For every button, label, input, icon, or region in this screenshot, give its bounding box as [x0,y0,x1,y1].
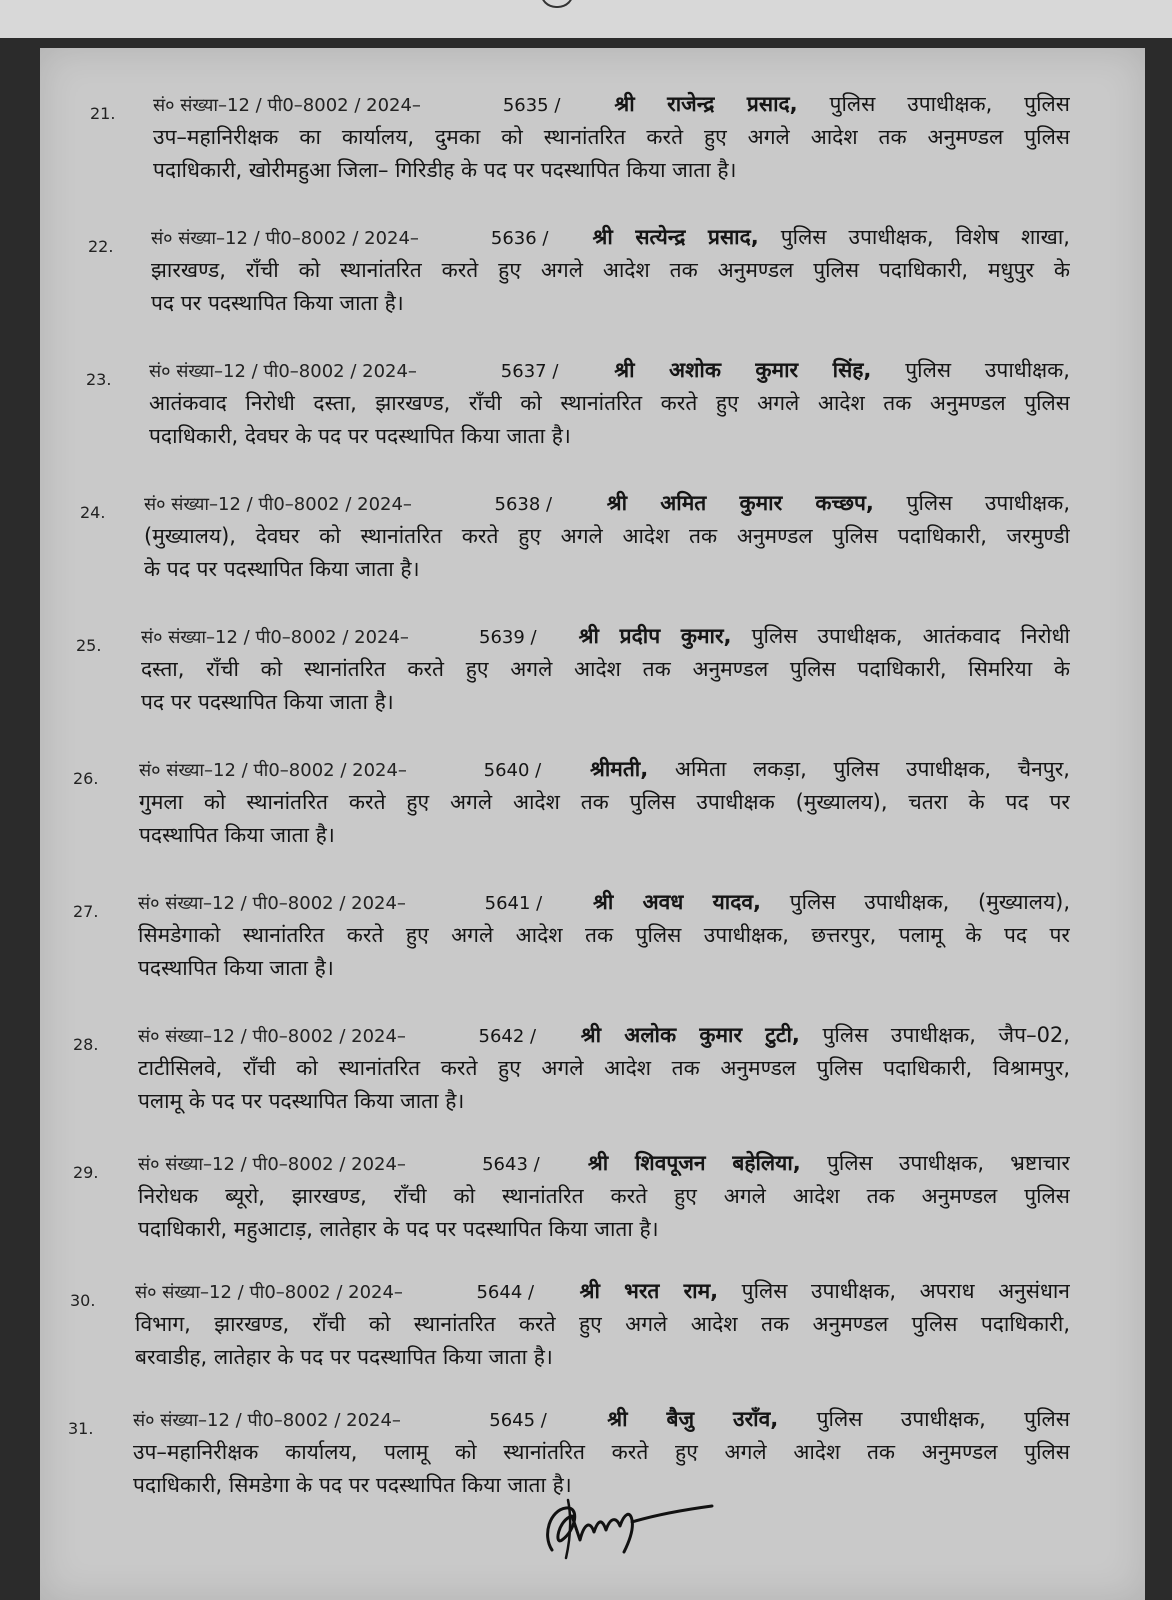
order-number: 5637 / [500,361,559,382]
officer-name: श्री बैजु उराँव, [607,1407,779,1431]
transfer-entry [40,1269,1145,1379]
entry-line-1 [138,1147,1070,1180]
entry-number: 28. [73,1035,99,1054]
entry-line-2: टाटीसिलवे, राँची को स्थानांतरित करते हुए अगले आदेश तक अनुमण्डल पुलिस पदाधिकारी, विश्रामपुर, [138,1056,1070,1080]
order-reference: सं० संख्या–12 / पी0–8002 / 2024– [138,893,406,914]
document-page [40,48,1145,1600]
officer-designation: पुलिस उपाधीक्षक, [906,491,1070,515]
entry-line-3: पदाधिकारी, खोरीमहुआ जिला– गिरिडीह के पद पर पदस्थापित किया जाता है। [153,158,737,182]
entry-line-1 [138,886,1070,919]
entry-number: 22. [88,237,114,256]
officer-name: श्री अवध यादव, [592,890,762,914]
entry-number: 29. [73,1163,99,1182]
transfer-entry [40,1013,1145,1123]
officer-name: श्री अशोक कुमार सिंह, [614,358,872,382]
order-reference: सं० संख्या–12 / पी0–8002 / 2024– [149,361,417,382]
order-number: 5636 / [490,228,549,249]
officer-designation: पुलिस उपाधीक्षक, भ्रष्टाचार [826,1151,1070,1175]
order-reference: सं० संख्या–12 / पी0–8002 / 2024– [135,1282,403,1303]
order-number: 5645 / [489,1410,547,1431]
order-number: 5643 / [482,1154,540,1175]
entry-line-1 [138,1019,1070,1052]
entry-line-2: उप–महानिरीक्षक कार्यालय, पलामू को स्थानांतरित करते हुए अगले आदेश तक अनुमण्डल पुलिस [133,1440,1070,1464]
entry-number: 30. [70,1291,96,1310]
officer-designation: पुलिस उपाधीक्षक, अपराध अनुसंधान [741,1279,1070,1303]
entry-text [138,1019,1070,1118]
officer-name: श्री भरत राम, [579,1279,719,1303]
order-reference: सं० संख्या–12 / पी0–8002 / 2024– [133,1410,401,1431]
entry-line-1 [133,1403,1070,1436]
entry-line-3: के पद पर पदस्थापित किया जाता है। [144,557,420,581]
entry-text [138,1147,1070,1246]
order-reference: सं० संख्या–12 / पी0–8002 / 2024– [153,95,421,116]
order-reference: सं० संख्या–12 / पी0–8002 / 2024– [139,760,407,781]
entry-line-2: सिमडेगाको स्थानांतरित करते हुए अगले आदेश तक पुलिस उपाधीक्षक, छत्तरपुर, पलामू के पद पर [138,923,1070,947]
entry-line-3: पदाधिकारी, महुआटाड़, लातेहार के पद पर पदस्थापित किया जाता है। [138,1217,659,1241]
officer-name: श्री सत्येन्द्र प्रसाद, [592,225,759,249]
entry-line-2: गुमला को स्थानांतरित करते हुए अगले आदेश तक पुलिस उपाधीक्षक (मुख्यालय), चतरा के पद पर [139,790,1070,814]
order-number: 5639 / [479,627,537,648]
officer-designation: अमिता लकड़ा, पुलिस उपाधीक्षक, चैनपुर, [674,757,1070,781]
officer-designation: पुलिस उपाधीक्षक, आतंकवाद निरोधी [751,624,1070,648]
partial-emblem-mark [540,0,574,8]
entry-number: 26. [73,769,99,788]
entry-number: 24. [80,503,106,522]
order-reference: सं० संख्या–12 / पी0–8002 / 2024– [138,1154,406,1175]
entry-number: 25. [76,636,102,655]
entry-text [138,886,1070,985]
officer-name: श्री अलोक कुमार टुटी, [580,1023,800,1047]
top-strip [0,0,1172,38]
order-number: 5642 / [478,1026,537,1047]
officer-designation: पुलिस उपाधीक्षक, पुलिस [829,92,1070,116]
order-reference: सं० संख्या–12 / पी0–8002 / 2024– [138,1026,406,1047]
entry-line-3: पद पर पदस्थापित किया जाता है। [151,291,404,315]
order-number: 5635 / [502,95,561,116]
entry-line-2: दस्ता, राँची को स्थानांतरित करते हुए अगले आदेश तक अनुमण्डल पुलिस पदाधिकारी, सिमरिया के [141,657,1070,681]
entry-line-3: पदाधिकारी, सिमडेगा के पद पर पदस्थापित किया जाता है। [133,1473,572,1497]
transfer-entry [40,82,1145,192]
order-reference: सं० संख्या–12 / पी0–8002 / 2024– [144,494,412,515]
entry-line-2: निरोधक ब्यूरो, झारखण्ड, राँची को स्थानांतरित करते हुए अगले आदेश तक अनुमण्डल पुलिस [138,1184,1070,1208]
entry-number: 27. [73,902,99,921]
officer-name: श्री शिवपूजन बहेलिया, [587,1151,801,1175]
signature-icon [532,1480,732,1560]
transfer-entry [40,747,1145,857]
entry-line-1 [144,487,1070,520]
entry-line-3: पद पर पदस्थापित किया जाता है। [141,690,394,714]
entry-line-2: उप–महानिरीक्षक का कार्यालय, दुमका को स्थानांतरित करते हुए अगले आदेश तक अनुमण्डल पुलिस [153,125,1070,149]
order-number: 5641 / [484,893,543,914]
entry-line-1 [135,1275,1070,1308]
officer-designation: पुलिस उपाधीक्षक, पुलिस [816,1407,1070,1431]
entry-line-1 [141,620,1070,653]
officer-designation: पुलिस उपाधीक्षक, [905,358,1070,382]
officer-designation: पुलिस उपाधीक्षक, विशेष शाखा, [780,225,1070,249]
officer-name: श्री अमित कुमार कच्छप, [606,491,874,515]
entry-text [153,88,1070,187]
officer-designation: पुलिस उपाधीक्षक, (मुख्यालय), [789,890,1070,914]
entry-line-3: बरवाडीह, लातेहार के पद पर पदस्थापित किया जाता है। [135,1345,553,1369]
entry-line-1 [151,221,1070,254]
officer-designation: पुलिस उपाधीक्षक, जैप–02, [822,1023,1070,1047]
entry-line-2: आतंकवाद निरोधी दस्ता, झारखण्ड, राँची को स्थानांतरित करते हुए अगले आदेश तक अनुमण्डल पुलिस [149,391,1070,415]
entry-line-2: झारखण्ड, राँची को स्थानांतरित करते हुए अगले आदेश तक अनुमण्डल पुलिस पदाधिकारी, मधुपुर के [151,258,1070,282]
order-number: 5640 / [483,760,542,781]
order-reference: सं० संख्या–12 / पी0–8002 / 2024– [151,228,419,249]
officer-name: श्री राजेन्द्र प्रसाद, [614,92,798,116]
entry-line-3: पदाधिकारी, देवघर के पद पर पदस्थापित किया जाता है। [149,424,571,448]
entry-line-3: पलामू के पद पर पदस्थापित किया जाता है। [138,1089,465,1113]
entry-number: 23. [86,370,112,389]
entry-text [135,1275,1070,1374]
order-number: 5638 / [494,494,553,515]
entry-line-1 [139,753,1070,786]
entry-number: 31. [68,1419,94,1438]
entry-text [149,354,1070,453]
entry-text [144,487,1070,586]
entry-line-2: (मुख्यालय), देवघर को स्थानांतरित करते हुए अगले आदेश तक अनुमण्डल पुलिस पदाधिकारी, जरमुण्डी [144,524,1070,548]
entry-line-1 [149,354,1070,387]
transfer-entry [40,880,1145,990]
transfer-entry [40,215,1145,325]
entry-text [139,753,1070,852]
entry-text [151,221,1070,320]
transfer-entry [40,481,1145,591]
entry-line-3: पदस्थापित किया जाता है। [138,956,334,980]
transfer-entry [40,614,1145,724]
order-number: 5644 / [476,1282,535,1303]
entry-line-2: विभाग, झारखण्ड, राँची को स्थानांतरित करते हुए अगले आदेश तक अनुमण्डल पुलिस पदाधिकारी, [135,1312,1070,1336]
officer-name: श्री प्रदीप कुमार, [578,624,732,648]
entry-line-1 [153,88,1070,121]
entry-text [141,620,1070,719]
order-reference: सं० संख्या–12 / पी0–8002 / 2024– [141,627,409,648]
officer-name: श्रीमती, [589,757,649,781]
transfer-entry [40,1141,1145,1251]
entry-line-3: पदस्थापित किया जाता है। [139,823,335,847]
transfer-entry [40,348,1145,458]
entry-number: 21. [90,104,116,123]
